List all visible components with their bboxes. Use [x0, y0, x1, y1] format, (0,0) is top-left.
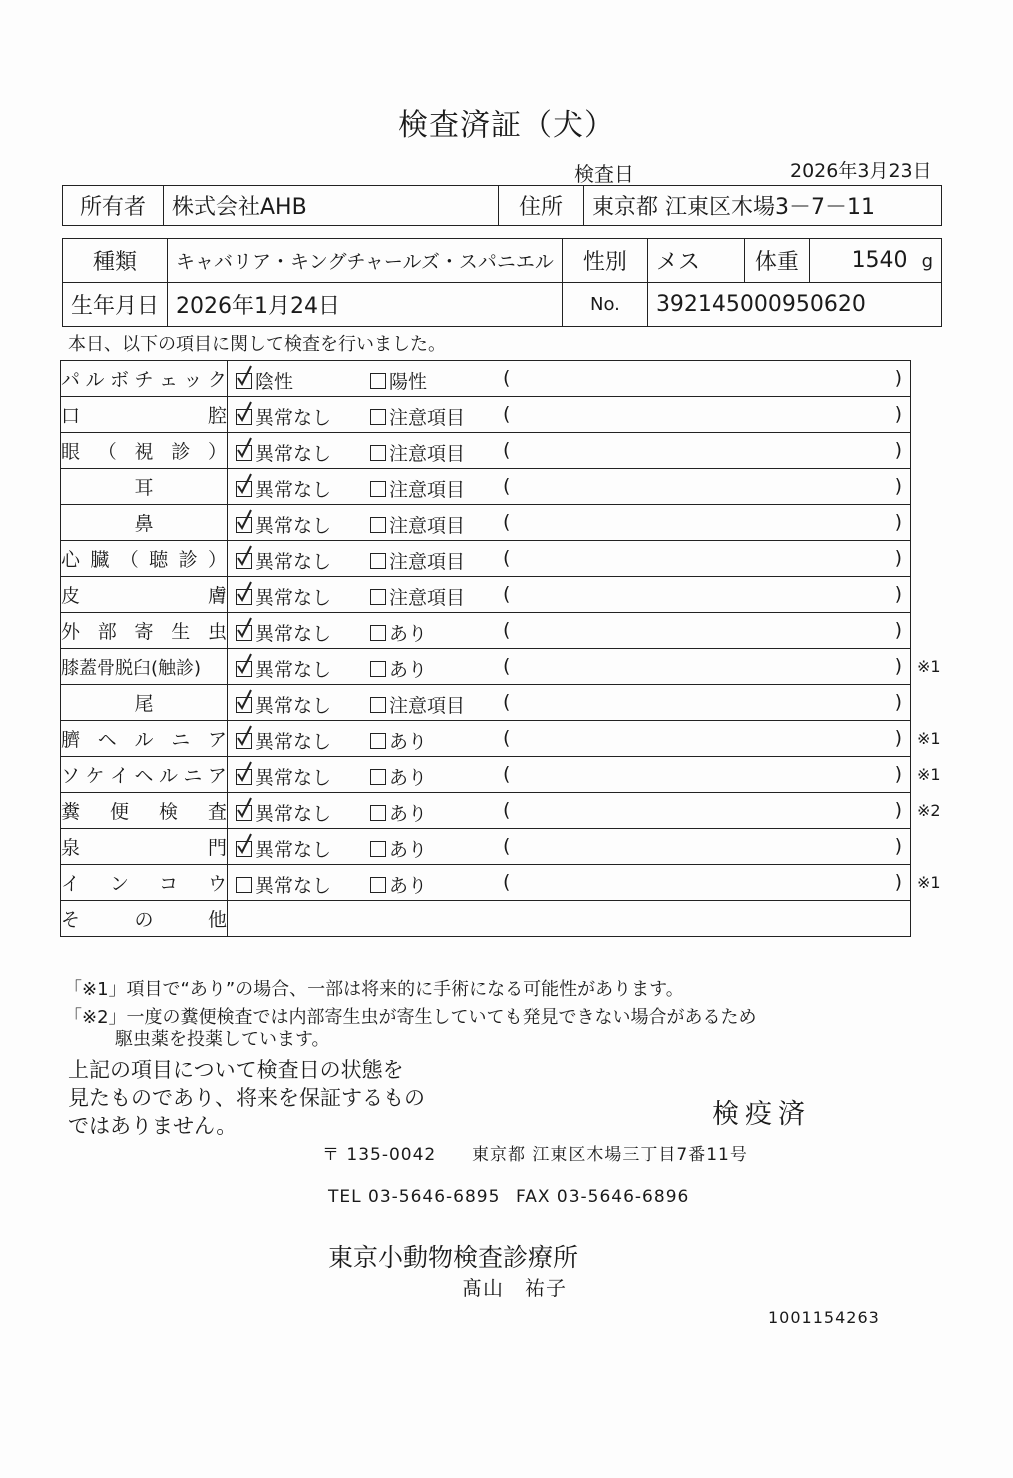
checkbox[interactable]: [236, 589, 252, 605]
remark-close-paren: ): [894, 583, 902, 605]
checkmark-icon: [236, 653, 252, 675]
option-abnormal[interactable]: [370, 763, 427, 790]
item-result: [228, 397, 911, 433]
checkbox[interactable]: [236, 517, 252, 533]
checkbox[interactable]: [370, 733, 386, 749]
remark-close-paren: ): [894, 619, 902, 641]
checkbox[interactable]: [370, 877, 386, 893]
option-label: 異常なし: [255, 407, 332, 429]
checkbox[interactable]: [236, 409, 252, 425]
checkbox[interactable]: [370, 805, 386, 821]
inspection-row: [61, 649, 911, 685]
checkbox[interactable]: [236, 877, 252, 893]
disclaimer-line: 見たものであり、将来を保証するもの: [68, 1086, 425, 1110]
option-label: 注意項目: [389, 407, 466, 429]
inspection-row: [61, 613, 911, 649]
remark-close-paren: ): [894, 511, 902, 533]
reference-mark: ※2: [917, 801, 941, 820]
checkmark-icon: [236, 509, 252, 531]
remark-open-paren: (: [503, 727, 511, 749]
reference-mark: ※1: [917, 729, 941, 748]
option-label: 注意項目: [389, 515, 466, 537]
remark-open-paren: (: [503, 511, 511, 533]
option-label: 注意項目: [389, 695, 466, 717]
item-name: 耳: [61, 469, 228, 505]
item-result: [228, 361, 911, 397]
inspection-row: [61, 505, 911, 541]
reference-mark: ※1: [917, 873, 941, 892]
clinic-name: 東京小動物検査診療所: [328, 1243, 579, 1272]
option-abnormal[interactable]: [370, 511, 465, 538]
option-label: あり: [389, 803, 428, 825]
item-name: 心 臓 （ 聴 診 ）: [61, 541, 228, 577]
option-normal[interactable]: [236, 727, 331, 754]
option-label: あり: [389, 875, 428, 897]
quarantine-stamp: 検疫済: [712, 1099, 811, 1130]
option-normal[interactable]: [236, 583, 331, 610]
inspection-date-label: 検査日: [574, 162, 634, 186]
checkbox[interactable]: [236, 373, 252, 389]
weight-value: 1540: [851, 248, 908, 273]
serial-number: 1001154263: [768, 1308, 880, 1327]
option-label: 異常なし: [255, 659, 332, 681]
option-normal[interactable]: [236, 691, 331, 718]
checkbox[interactable]: [236, 805, 252, 821]
checkmark-icon: [236, 833, 252, 855]
item-name: 皮 膚: [61, 577, 228, 613]
item-result: [228, 685, 911, 721]
option-label: 異常なし: [255, 875, 332, 897]
checkmark-icon: [236, 617, 252, 639]
disclaimer-line: 上記の項目について検査日の状態を: [68, 1058, 404, 1082]
item-result: [228, 721, 911, 757]
option-abnormal[interactable]: [370, 691, 465, 718]
option-label: 異常なし: [255, 695, 332, 717]
option-normal[interactable]: [236, 655, 331, 682]
remark-open-paren: (: [503, 871, 511, 893]
weight-label: 体重: [744, 239, 809, 283]
item-name: 眼 （ 視 診 ）: [61, 433, 228, 469]
item-result: [228, 793, 911, 829]
disclaimer: [68, 1056, 425, 1140]
option-normal[interactable]: [236, 475, 331, 502]
inspection-row: [61, 793, 911, 829]
option-abnormal[interactable]: [370, 619, 427, 646]
option-label: 異常なし: [255, 479, 332, 501]
option-abnormal[interactable]: [370, 439, 465, 466]
birth-label: 生年月日: [63, 283, 168, 327]
checkbox[interactable]: [236, 697, 252, 713]
inspection-row: [61, 721, 911, 757]
inspection-items-table: [60, 360, 911, 937]
sex-value: メス: [647, 239, 744, 283]
item-result: [228, 577, 911, 613]
note-1: 「※1」項目で“あり”の場合、一部は将来的に手術になる可能性があります。: [64, 979, 684, 1000]
weight-unit: g: [921, 251, 933, 272]
option-label: 異常なし: [255, 731, 332, 753]
item-result: [228, 649, 911, 685]
option-abnormal[interactable]: [370, 727, 427, 754]
remark-close-paren: ): [894, 871, 902, 893]
item-name: ソ ケ イ ヘ ル ニ ア: [61, 757, 228, 793]
checkbox[interactable]: [370, 589, 386, 605]
option-label: 注意項目: [389, 443, 466, 465]
checkmark-icon: [236, 401, 252, 423]
checkbox[interactable]: [370, 553, 386, 569]
owner-label: 所有者: [63, 186, 164, 226]
checkmark-icon: [236, 761, 252, 783]
inspection-row: [61, 829, 911, 865]
remark-close-paren: ): [894, 403, 902, 425]
note-2-continued: 駆虫薬を投薬しています。: [115, 1029, 330, 1050]
sex-label: 性別: [562, 239, 647, 283]
remark-open-paren: (: [503, 475, 511, 497]
remark-open-paren: (: [503, 403, 511, 425]
checkmark-icon: [236, 797, 252, 819]
option-normal[interactable]: [236, 439, 331, 466]
item-result: [228, 829, 911, 865]
item-result: [228, 865, 911, 901]
clinic-address: 東京都 江東区木場三丁目7番11号: [472, 1145, 748, 1165]
option-abnormal[interactable]: [370, 367, 427, 394]
option-normal[interactable]: [236, 367, 293, 394]
clinic-tel: TEL 03-5646-6895: [328, 1187, 501, 1207]
inspection-row-other: [61, 901, 911, 937]
breed-label: 種類: [63, 239, 168, 283]
item-name: そ の 他: [61, 901, 228, 937]
item-name: パ ル ボ チ ェ ッ ク: [61, 361, 228, 397]
reference-mark: ※1: [917, 765, 941, 784]
item-name: 外 部 寄 生 虫: [61, 613, 228, 649]
remark-close-paren: ): [894, 835, 902, 857]
checkmark-icon: [236, 437, 252, 459]
checkbox[interactable]: [236, 625, 252, 641]
option-label: 陽性: [389, 371, 428, 393]
birth-value: 2026年1月24日: [168, 283, 563, 327]
option-normal[interactable]: [236, 403, 331, 430]
option-label: 注意項目: [389, 479, 466, 501]
checkbox[interactable]: [370, 445, 386, 461]
checkbox[interactable]: [370, 481, 386, 497]
item-result: [228, 613, 911, 649]
checkmark-icon: [236, 689, 252, 711]
option-label: 異常なし: [255, 515, 332, 537]
option-normal[interactable]: [236, 835, 331, 862]
disclaimer-line: ではありません。: [68, 1114, 238, 1138]
item-name: 臍 ヘ ル ニ ア: [61, 721, 228, 757]
checkbox[interactable]: [236, 769, 252, 785]
option-normal[interactable]: [236, 547, 331, 574]
option-abnormal[interactable]: [370, 403, 465, 430]
checkbox[interactable]: [370, 409, 386, 425]
option-label: 異常なし: [255, 839, 332, 861]
inspection-row: [61, 541, 911, 577]
checkbox[interactable]: [370, 625, 386, 641]
option-abnormal[interactable]: [370, 871, 427, 898]
remark-open-paren: (: [503, 691, 511, 713]
option-label: あり: [389, 839, 428, 861]
item-name: 尾: [61, 685, 228, 721]
option-label: 陰性: [255, 371, 294, 393]
item-name: イ ン コ ウ: [61, 865, 228, 901]
item-name: 泉 門: [61, 829, 228, 865]
doctor-name: 髙山 祐子: [462, 1276, 567, 1300]
option-label: 注意項目: [389, 551, 466, 573]
remark-open-paren: (: [503, 763, 511, 785]
option-label: 異常なし: [255, 803, 332, 825]
option-label: 異常なし: [255, 587, 332, 609]
checkbox[interactable]: [236, 553, 252, 569]
option-label: 異常なし: [255, 443, 332, 465]
option-normal[interactable]: [236, 799, 331, 826]
remark-open-paren: (: [503, 439, 511, 461]
note-2: 「※2」一度の糞便検査では内部寄生虫が寄生していても発見できない場合があるため: [64, 1007, 757, 1028]
address-label: 住所: [499, 186, 584, 226]
inspection-row: [61, 865, 911, 901]
number-label: No.: [562, 283, 647, 327]
checkbox[interactable]: [236, 841, 252, 857]
item-result: [228, 505, 911, 541]
option-label: あり: [389, 623, 428, 645]
remark-close-paren: ): [894, 655, 902, 677]
inspection-date-value: 2026年3月23日: [790, 160, 932, 182]
option-label: あり: [389, 659, 428, 681]
remark-close-paren: ): [894, 439, 902, 461]
postal-code: 〒 135-0042: [322, 1145, 437, 1165]
option-abnormal[interactable]: [370, 583, 465, 610]
item-name: 膝蓋骨脱臼(触診): [61, 649, 228, 685]
remark-open-paren: (: [503, 583, 511, 605]
remark-open-paren: (: [503, 655, 511, 677]
checkbox[interactable]: [370, 517, 386, 533]
option-label: 異常なし: [255, 623, 332, 645]
remark-open-paren: (: [503, 799, 511, 821]
checkbox[interactable]: [236, 481, 252, 497]
item-name: 鼻: [61, 505, 228, 541]
checkbox[interactable]: [370, 697, 386, 713]
option-label: あり: [389, 731, 428, 753]
option-normal[interactable]: [236, 763, 331, 790]
weight-cell: [809, 239, 941, 283]
checkmark-icon: [236, 581, 252, 603]
item-result: [228, 541, 911, 577]
option-abnormal[interactable]: [370, 655, 427, 682]
address-value: 東京都 江東区木場3－7－11: [584, 186, 942, 226]
item-result: [228, 757, 911, 793]
option-abnormal[interactable]: [370, 475, 465, 502]
owner-value: 株式会社AHB: [164, 186, 499, 226]
item-result: [228, 433, 911, 469]
number-value: 392145000950620: [647, 283, 941, 327]
option-abnormal[interactable]: [370, 547, 465, 574]
checkbox[interactable]: [236, 733, 252, 749]
breed-value: キャバリア・キングチャールズ・スパニエル: [168, 239, 563, 283]
inspection-row: [61, 397, 911, 433]
checkmark-icon: [236, 545, 252, 567]
remark-close-paren: ): [894, 763, 902, 785]
remark-open-paren: (: [503, 547, 511, 569]
checkbox[interactable]: [370, 661, 386, 677]
checkmark-icon: [236, 473, 252, 495]
remark-close-paren: ): [894, 799, 902, 821]
checkmark-icon: [236, 725, 252, 747]
inspection-row: [61, 433, 911, 469]
other-remarks[interactable]: [228, 901, 911, 937]
item-result: [228, 469, 911, 505]
page-title: 検査済証（犬）: [398, 108, 615, 143]
checkbox[interactable]: [370, 769, 386, 785]
remark-close-paren: ): [894, 547, 902, 569]
checkbox[interactable]: [370, 373, 386, 389]
option-label: あり: [389, 767, 428, 789]
intro-text: 本日、以下の項目に関して検査を行いました。: [68, 334, 446, 355]
remark-open-paren: (: [503, 619, 511, 641]
remark-close-paren: ): [894, 367, 902, 389]
owner-table: [62, 185, 942, 226]
item-name: 糞 便 検 査: [61, 793, 228, 829]
inspection-row: [61, 361, 911, 397]
inspection-row: [61, 469, 911, 505]
checkbox[interactable]: [236, 661, 252, 677]
checkbox[interactable]: [370, 841, 386, 857]
remark-close-paren: ): [894, 691, 902, 713]
option-label: 異常なし: [255, 551, 332, 573]
option-label: 注意項目: [389, 587, 466, 609]
option-abnormal[interactable]: [370, 799, 427, 826]
inspection-row: [61, 757, 911, 793]
remark-open-paren: (: [503, 835, 511, 857]
inspection-row: [61, 685, 911, 721]
item-name: 口 腔: [61, 397, 228, 433]
clinic-fax: FAX 03-5646-6896: [516, 1187, 690, 1207]
remark-close-paren: ): [894, 727, 902, 749]
inspection-row: [61, 577, 911, 613]
option-label: 異常なし: [255, 767, 332, 789]
option-normal[interactable]: [236, 871, 331, 898]
animal-table: [62, 238, 942, 327]
checkbox[interactable]: [236, 445, 252, 461]
remark-open-paren: (: [503, 367, 511, 389]
option-abnormal[interactable]: [370, 835, 427, 862]
checkmark-icon: [236, 365, 252, 387]
option-normal[interactable]: [236, 511, 331, 538]
remark-close-paren: ): [894, 475, 902, 497]
reference-mark: ※1: [917, 657, 941, 676]
option-normal[interactable]: [236, 619, 331, 646]
